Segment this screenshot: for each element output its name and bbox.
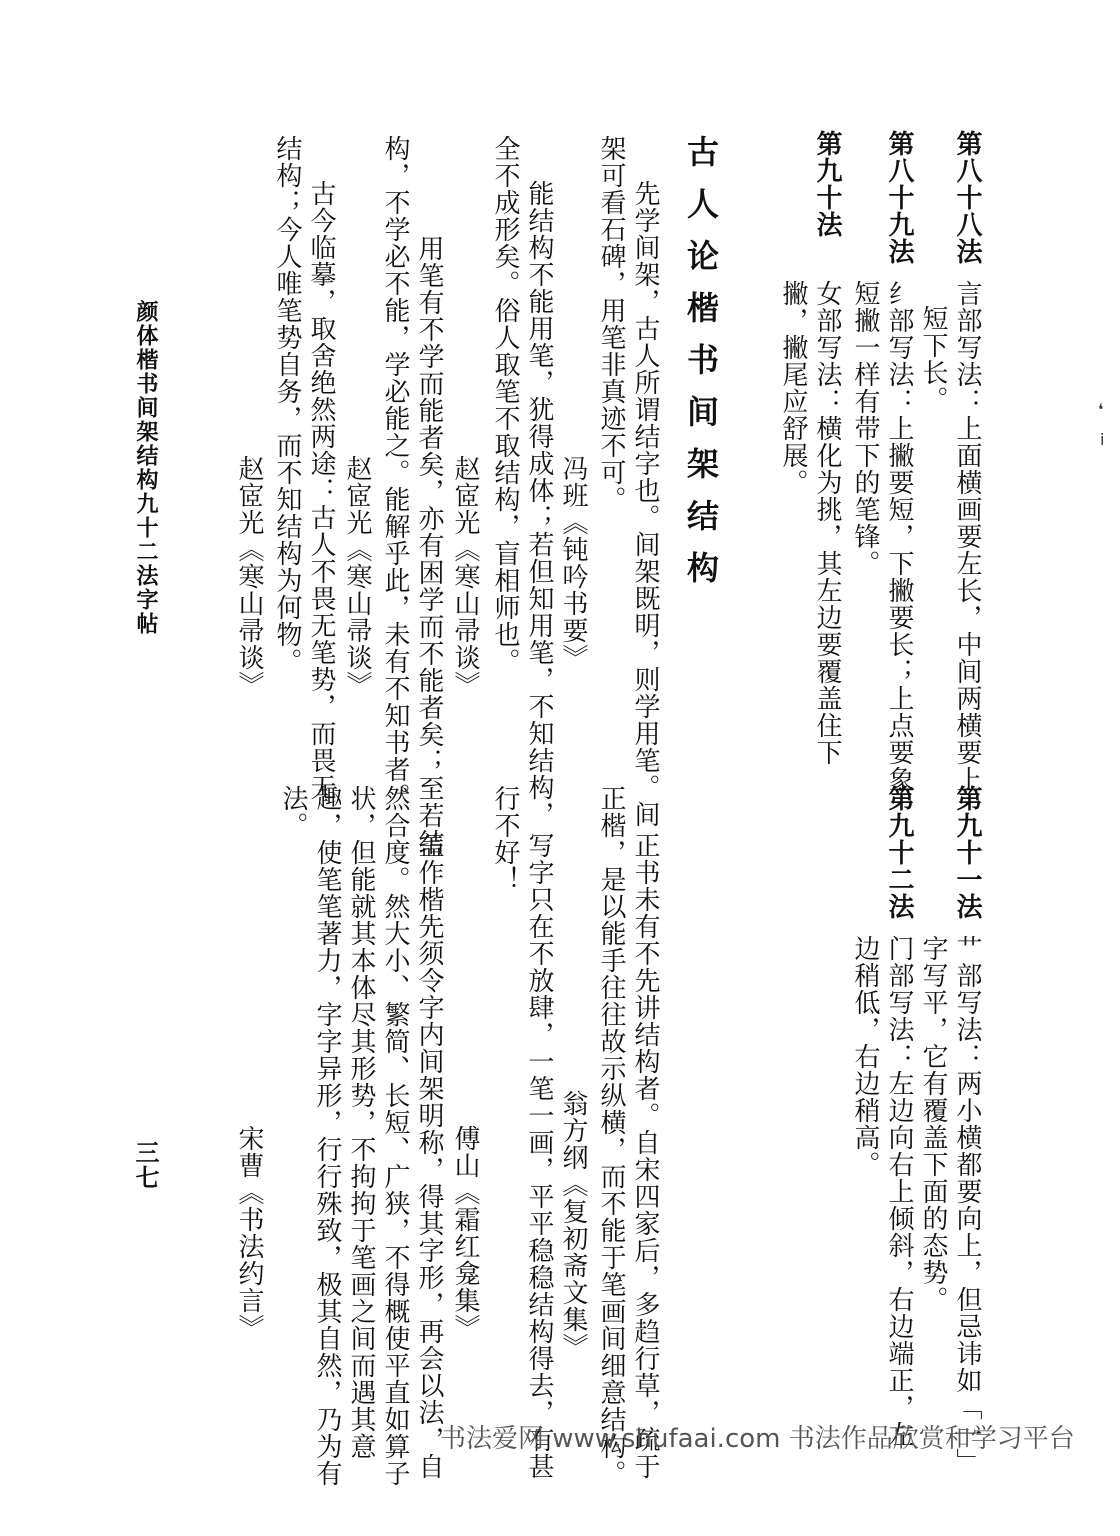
quote-2-line-2: 全不成形矣。俗人取笔不取结构，盲相师也。 bbox=[490, 135, 520, 675]
scan-mark: ❛ bbox=[1098, 400, 1104, 419]
watermark: 书法爱网 www.shufaai.com 书法作品欣赏和学习平台 bbox=[440, 1424, 1075, 1454]
quote-5-line-2: 正楷，是以能手往往故示纵横，而不能于笔画间细意结构。 bbox=[596, 785, 626, 1487]
rule-90-line-1: 女部写法：横化为挑，其左边要覆盖住下 bbox=[812, 280, 842, 766]
rule-92-line-2: 边稍低，右边稍高。 bbox=[850, 935, 880, 1178]
rule-89-line-2: 短撇一样有带下的笔锋。 bbox=[850, 280, 880, 577]
rule-90-heading: 第九十法 bbox=[812, 130, 842, 238]
quote-7-line-2: 然合度。然大小、繁简、长短、广狭，不得概使平直如算子 bbox=[380, 785, 410, 1487]
rule-89-line-1: 纟部写法：上撇要短，下撇要长；上点要象 bbox=[884, 280, 914, 793]
quote-2-source: 赵宧光《寒山帚谈》 bbox=[450, 455, 480, 698]
quote-7-line-1: 盖作楷先须令字内间架明称，得其字形，再会以法，自 bbox=[414, 832, 444, 1480]
quote-4-line-2: 结构；今人唯笔势自务，而不知结构为何物。 bbox=[272, 135, 302, 675]
quote-7-line-4: 趣，使笔笔著力，字字异形，行行殊致，极其自然，乃为有 bbox=[312, 785, 342, 1487]
rule-88-line-1: 言部写法：上面横画要左长，中间两横要上 bbox=[952, 280, 982, 793]
rule-90-line-2: 撇，撇尾应舒展。 bbox=[778, 280, 808, 496]
rule-91-heading: 第九十一法 bbox=[952, 785, 982, 920]
quote-6-source: 傅山《霜红龛集》 bbox=[450, 1125, 480, 1341]
rule-92-line-1: 门部写法：左边向右上倾斜，右边端正，左 bbox=[884, 935, 914, 1448]
scan-mark: ⅰ bbox=[1100, 430, 1105, 449]
quote-4-line-1: 古今临摹，取舍绝然两途：古人不畏无笔势，而畏无 bbox=[306, 180, 336, 801]
quote-2-line-1: 能结构不能用笔，犹得成体；若但知用笔，不知结构， bbox=[524, 180, 554, 828]
quote-1-line-2: 架可看石碑，用笔非真迹不可。 bbox=[596, 135, 626, 513]
quote-5-line-1: 正书未有不先讲结构者。自宋四家后，多趋行草，疏于 bbox=[630, 832, 660, 1480]
quote-3-line-1: 用笔有不学而能者矣，亦有困学而不能者矣；至若结 bbox=[414, 235, 444, 856]
quote-7-line-3: 状，但能就其本体尽其形势，不拘拘于笔画之间而遇其意 bbox=[346, 785, 376, 1460]
rule-88-line-2: 短下长。 bbox=[918, 305, 948, 413]
running-title: 颜体楷书间架结构九十二法字帖 bbox=[133, 300, 158, 636]
quote-7-source: 宋曹《书法约言》 bbox=[234, 1125, 264, 1341]
rule-91-line-1: 艹部写法：两小横都要向上，但忌讳如「一」 bbox=[952, 935, 982, 1475]
quote-3-source: 赵宧光《寒山帚谈》 bbox=[342, 455, 372, 698]
quote-1-line-1: 先学间架，古人所谓结字也。间架既明，则学用笔。间 bbox=[630, 180, 660, 828]
quote-5-source: 翁方纲《复初斋文集》 bbox=[558, 1090, 588, 1360]
page-number: 三七 bbox=[131, 1140, 160, 1190]
quote-4-source: 赵宧光《寒山帚谈》 bbox=[234, 455, 264, 698]
section-title: 古人论楷书间架结构 bbox=[682, 135, 720, 603]
quote-3-line-2: 构，不学必不能，学必能之。能解乎此，未有不知书者。 bbox=[380, 135, 410, 810]
quote-1-source: 冯班《钝吟书要》 bbox=[558, 455, 588, 671]
rule-92-heading: 第九十二法 bbox=[884, 785, 914, 920]
rule-89-heading: 第八十九法 bbox=[884, 130, 914, 265]
rule-88-heading: 第八十八法 bbox=[952, 130, 982, 265]
rule-91-line-2: 字写平，它有覆盖下面的态势。 bbox=[918, 935, 948, 1313]
quote-7-line-5: 法。 bbox=[278, 785, 308, 839]
quote-6-line-2: 行不好！ bbox=[490, 785, 520, 893]
quote-6-line-1: 写字只在不放肆，一笔一画，平平稳稳结构得去，有甚 bbox=[524, 832, 554, 1480]
